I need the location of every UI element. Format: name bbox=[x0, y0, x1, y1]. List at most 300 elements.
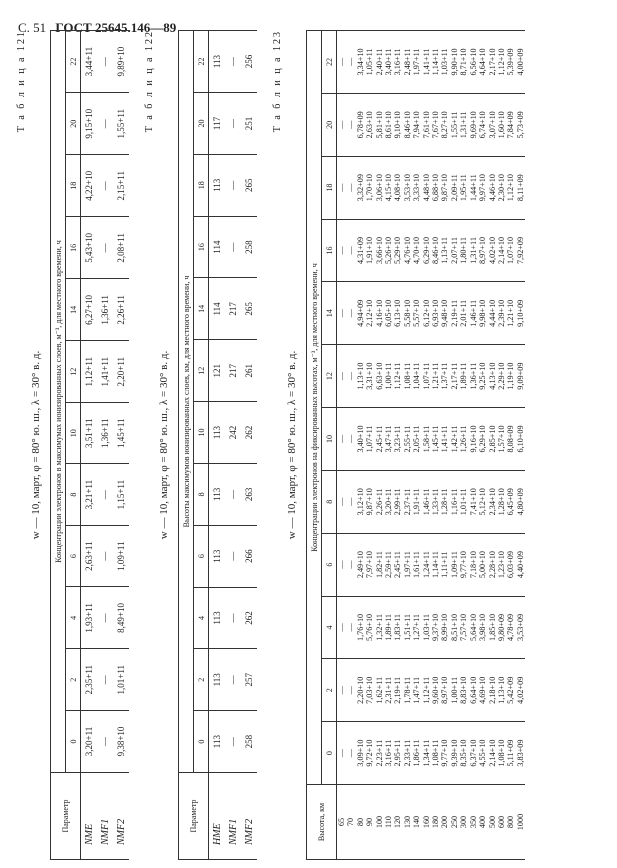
table-cell: 2,39+10 bbox=[496, 299, 506, 327]
column-header-hour: 20 bbox=[322, 93, 337, 156]
table-cell: 265 bbox=[241, 278, 257, 340]
table-cell: 9,10+10 bbox=[393, 111, 403, 139]
column-header-hour: 4 bbox=[66, 587, 81, 649]
table-cell: 1,47+11 bbox=[412, 676, 422, 704]
table-cell: — bbox=[346, 623, 356, 632]
table-cell: 1,13+11 bbox=[440, 237, 450, 264]
table-cell: 3,07+10 bbox=[487, 111, 497, 139]
value-column bbox=[337, 282, 526, 345]
table-cell: 3,23+11 bbox=[393, 425, 403, 453]
table-cell: 6,29+10 bbox=[478, 425, 488, 453]
column-header-hour: 8 bbox=[66, 464, 81, 525]
column-header-param: Параметр bbox=[51, 773, 81, 860]
table-cell: 1,57+10 bbox=[496, 425, 506, 453]
table-row bbox=[113, 31, 129, 860]
table-cell: 1,31+11 bbox=[468, 237, 478, 264]
table-cell: 1,28+11 bbox=[440, 488, 450, 516]
table-cell: 1,13+10 bbox=[355, 362, 365, 390]
param-name: NMF2 bbox=[241, 773, 257, 860]
table-cell: 114 bbox=[209, 278, 226, 340]
table-cell: 217 bbox=[225, 278, 241, 340]
table-cell: 1,05+11 bbox=[365, 48, 375, 76]
value-column bbox=[337, 31, 526, 94]
table-cell: — bbox=[346, 749, 356, 758]
value-column bbox=[337, 659, 526, 722]
table-cell: — bbox=[337, 623, 346, 632]
column-header-hour: 22 bbox=[194, 31, 209, 93]
table-cell: 113 bbox=[209, 31, 226, 93]
table-cell: 4,80+09 bbox=[515, 488, 525, 516]
table-cell: 4,31+09 bbox=[355, 236, 365, 265]
table-cell: 3,32+09 bbox=[355, 174, 365, 202]
table-cell: 8,51+10 bbox=[449, 613, 459, 641]
table-cell: 2,33+11 bbox=[402, 739, 412, 767]
table-cell: — bbox=[346, 497, 356, 506]
table-cell: 257 bbox=[241, 649, 257, 711]
table-cell: 1,93+11 bbox=[81, 587, 98, 649]
table-cell: 9,98+10 bbox=[478, 299, 488, 327]
table-cell: 5,76+10 bbox=[365, 613, 375, 641]
table-cell: 4,55+10 bbox=[478, 739, 488, 767]
table-cell: 1,16+11 bbox=[449, 488, 459, 516]
column-header-hour: 14 bbox=[194, 278, 209, 340]
table-cell: 262 bbox=[241, 587, 257, 649]
table-row bbox=[81, 31, 98, 860]
table-cell: 3,40+10 bbox=[355, 425, 365, 453]
table-cell: 258 bbox=[241, 216, 257, 278]
table-cell: 4,46+10 bbox=[487, 174, 497, 202]
table-cell: — bbox=[225, 525, 241, 587]
table-cell: 4,22+10 bbox=[81, 155, 98, 217]
table-cell: 3,40+11 bbox=[384, 48, 394, 76]
table-cell: 1,83+11 bbox=[393, 614, 403, 641]
table-cell: 9,25+10 bbox=[478, 362, 488, 390]
table-cell: 7,67+10 bbox=[431, 111, 441, 139]
column-group-header: Концентрации электронов на фиксированных высотах, м⁻³, для местного времени, ч bbox=[307, 31, 322, 785]
table-cell: 1,27+11 bbox=[412, 614, 422, 641]
column-header-hour: 16 bbox=[66, 217, 81, 279]
table-cell: 7,18+10 bbox=[468, 551, 478, 579]
table-cell: 263 bbox=[241, 463, 257, 525]
table-cell: 1,60+10 bbox=[496, 111, 506, 139]
table-cell: 2,99+11 bbox=[393, 488, 403, 516]
table-122 bbox=[178, 30, 257, 860]
table-cell: 1,58+11 bbox=[421, 425, 431, 453]
column-header-hour: 12 bbox=[322, 345, 337, 408]
table-cell: 8,97+10 bbox=[478, 236, 488, 265]
table-cell: — bbox=[337, 246, 346, 255]
table-cell: 2,08+11 bbox=[113, 217, 129, 279]
table-cell: 3,06+10 bbox=[374, 174, 384, 202]
column-header-hour: 20 bbox=[66, 93, 81, 155]
table-cell: 5,57+10 bbox=[412, 299, 422, 327]
table-cell: 6,13+10 bbox=[393, 299, 403, 327]
table-cell: 3,34+10 bbox=[355, 48, 365, 76]
table-cell: 2,34+10 bbox=[487, 488, 497, 516]
table-cell: — bbox=[225, 463, 241, 525]
table-caption: w — 10, март, φ = 80° ю. ш., λ = 30° в. д. bbox=[286, 350, 298, 540]
altitude-value: 160 bbox=[421, 815, 431, 829]
column-header-hour: 2 bbox=[322, 659, 337, 722]
table-cell: 1,62+11 bbox=[374, 676, 384, 704]
table-cell: 1,00+11 bbox=[449, 676, 459, 704]
table-cell: 1,31+11 bbox=[459, 111, 469, 139]
table-cell: 1,23+10 bbox=[496, 551, 506, 579]
table-row bbox=[97, 31, 113, 860]
table-cell: 4,48+10 bbox=[421, 174, 431, 202]
table-cell: 9,77+10 bbox=[440, 739, 450, 767]
altitude-value: 70 bbox=[346, 817, 356, 827]
table-cell: 9,39+10 bbox=[449, 739, 459, 767]
value-column bbox=[337, 596, 526, 659]
table-cell: 261 bbox=[241, 340, 257, 402]
column-header-hour: 18 bbox=[322, 156, 337, 219]
table-cell: 1,46+11 bbox=[468, 299, 478, 327]
column-header-altitude: Высота, км bbox=[307, 785, 337, 860]
table-cell: — bbox=[225, 587, 241, 649]
column-header-hour: 6 bbox=[322, 533, 337, 596]
table-cell: 258 bbox=[241, 711, 257, 773]
table-cell: 4,16+10 bbox=[374, 299, 384, 327]
table-cell: 2,12+10 bbox=[365, 299, 375, 327]
table-cell: 1,42+11 bbox=[449, 425, 459, 453]
altitude-value: 800 bbox=[506, 815, 516, 829]
table-cell: — bbox=[337, 749, 346, 758]
table-cell: 113 bbox=[209, 525, 226, 587]
altitude-value: 90 bbox=[365, 817, 375, 827]
altitude-value: 100 bbox=[374, 815, 384, 829]
table-cell: 9,90+10 bbox=[449, 48, 459, 76]
table-cell: — bbox=[97, 525, 113, 586]
table-cell: — bbox=[97, 464, 113, 525]
altitude-value: 1000 bbox=[515, 813, 525, 831]
column-header-hour: 22 bbox=[66, 31, 81, 93]
table-cell: 1,07+11 bbox=[365, 425, 375, 453]
table-cell: 1,08+11 bbox=[402, 362, 412, 390]
table-cell: 8,46+10 bbox=[431, 236, 441, 265]
table-cell: 8,61+10 bbox=[384, 111, 394, 139]
table-cell: 3,20+11 bbox=[384, 488, 394, 516]
table-cell: 3,09+10 bbox=[355, 739, 365, 767]
column-header-hour: 10 bbox=[194, 402, 209, 464]
table-cell: 2,48+11 bbox=[402, 48, 412, 76]
table-cell: 9,80+09 bbox=[496, 613, 506, 641]
table-cell: 5,81+10 bbox=[374, 111, 384, 139]
table-cell: 1,08+11 bbox=[431, 739, 441, 767]
table-cell: 9,60+10 bbox=[431, 676, 441, 704]
column-header-hour: 22 bbox=[322, 31, 337, 94]
altitude-value: 120 bbox=[393, 815, 403, 829]
table-cell: 1,95+11 bbox=[459, 174, 469, 202]
table-cell: 1,70+10 bbox=[365, 174, 375, 202]
table-cell: — bbox=[337, 560, 346, 569]
table-cell: 8,71+10 bbox=[459, 48, 469, 76]
table-cell: 2,26+11 bbox=[374, 488, 384, 516]
table-cell: 2,09+11 bbox=[449, 174, 459, 202]
table-cell: 6,05+10 bbox=[384, 299, 394, 327]
table-cell: 7,84+09 bbox=[506, 111, 516, 139]
table-cell: 6,10+09 bbox=[515, 425, 525, 453]
table-cell: 1,08+10 bbox=[496, 739, 506, 767]
table-cell: — bbox=[346, 560, 356, 569]
table-cell: 1,11+11 bbox=[440, 551, 450, 578]
column-header-param: Параметр bbox=[179, 773, 209, 860]
table-cell: 1,89+11 bbox=[384, 614, 394, 641]
table-cell: 9,89+10 bbox=[113, 31, 129, 93]
table-row bbox=[225, 31, 241, 860]
table-cell: 4,08+10 bbox=[393, 174, 403, 202]
table-cell: 4,44+10 bbox=[487, 299, 497, 327]
column-header-hour: 6 bbox=[66, 525, 81, 586]
table-cell: 4,76+10 bbox=[402, 236, 412, 265]
table-cell: — bbox=[346, 434, 356, 444]
table-cell: 1,28+10 bbox=[496, 488, 506, 516]
table-cell: 2,14+10 bbox=[487, 739, 497, 767]
table-cell: 9,38+10 bbox=[113, 710, 129, 772]
altitude-value: 110 bbox=[384, 816, 394, 828]
table-cell: 5,42+09 bbox=[506, 676, 516, 704]
table-cell: 5,58+10 bbox=[402, 299, 412, 327]
table-cell: 3,83+09 bbox=[515, 739, 525, 767]
column-header-hour: 14 bbox=[66, 279, 81, 341]
table-cell: 1,26+11 bbox=[459, 425, 469, 453]
table-cell: 113 bbox=[209, 463, 226, 525]
column-header-hour: 18 bbox=[194, 154, 209, 216]
table-cell: 8,46+10 bbox=[402, 111, 412, 139]
table-cell: — bbox=[346, 120, 356, 129]
table-cell: 2,17+11 bbox=[449, 362, 459, 390]
table-row bbox=[337, 31, 526, 860]
table-cell: 262 bbox=[241, 402, 257, 464]
table-cell: 113 bbox=[209, 649, 226, 711]
table-cell: 9,37+10 bbox=[431, 613, 441, 641]
table-cell: 1,03+11 bbox=[421, 614, 431, 641]
altitude-value: 350 bbox=[468, 815, 478, 829]
table-cell: 7,03+10 bbox=[365, 676, 375, 704]
table-cell: 5,43+10 bbox=[81, 217, 98, 279]
param-name: NMF2 bbox=[113, 773, 129, 860]
table-cell: 1,15+11 bbox=[113, 464, 129, 525]
altitude-value: 65 bbox=[337, 817, 346, 827]
table-cell: 1,09+11 bbox=[449, 551, 459, 579]
page-number: С. 51 bbox=[18, 20, 47, 35]
table-cell: — bbox=[97, 217, 113, 279]
table-cell: 1,14+11 bbox=[431, 48, 441, 76]
altitude-value: 130 bbox=[402, 815, 412, 829]
table-cell: 6,63+10 bbox=[374, 362, 384, 390]
column-header-hour: 0 bbox=[66, 710, 81, 772]
column-header-hour: 2 bbox=[66, 649, 81, 710]
table-cell: 4,00+09 bbox=[515, 48, 525, 76]
altitude-value: 300 bbox=[459, 815, 469, 829]
table-cell: — bbox=[346, 372, 356, 381]
column-header-hour: 0 bbox=[194, 711, 209, 773]
table-row bbox=[241, 31, 257, 860]
table-cell: — bbox=[97, 710, 113, 772]
table-cell: — bbox=[225, 93, 241, 155]
table-cell: — bbox=[337, 497, 346, 506]
table-cell: 4,40+09 bbox=[515, 551, 525, 579]
table-cell: 1,82+11 bbox=[374, 551, 384, 579]
table-cell: — bbox=[97, 31, 113, 93]
table-cell: 1,12+10 bbox=[496, 48, 506, 76]
table-cell: 117 bbox=[209, 93, 226, 155]
column-header-hour: 12 bbox=[194, 340, 209, 402]
table-cell: 1,46+11 bbox=[421, 488, 431, 516]
table-cell: 3,12+10 bbox=[355, 488, 365, 516]
table-cell: 256 bbox=[241, 31, 257, 93]
table-cell: 2,29+10 bbox=[496, 362, 506, 390]
table-cell: — bbox=[97, 649, 113, 710]
value-column bbox=[337, 219, 526, 282]
table-cell: 251 bbox=[241, 93, 257, 155]
table-cell: 9,97+10 bbox=[478, 174, 488, 202]
table-cell: 8,99+10 bbox=[440, 613, 450, 641]
column-header-hour: 10 bbox=[322, 408, 337, 471]
value-column bbox=[337, 533, 526, 596]
table-cell: 7,41+10 bbox=[468, 488, 478, 516]
table-cell: 1,14+11 bbox=[431, 551, 441, 579]
altitude-value: 140 bbox=[412, 815, 422, 829]
value-column bbox=[337, 93, 526, 156]
table-cell: — bbox=[225, 154, 241, 216]
table-cell: 1,97+11 bbox=[412, 48, 422, 76]
table-cell: 1,36+11 bbox=[97, 279, 113, 341]
table-cell: 1,12+11 bbox=[81, 341, 98, 402]
table-cell: 1,76+10 bbox=[355, 613, 365, 641]
column-header-hour: 14 bbox=[322, 282, 337, 345]
table-cell: 2,85+10 bbox=[487, 425, 497, 453]
table-cell: 3,31+10 bbox=[365, 362, 375, 390]
table-cell: 6,45+09 bbox=[506, 488, 516, 516]
table-cell: 3,53+10 bbox=[402, 174, 412, 202]
table-cell: 1,01+11 bbox=[459, 488, 469, 516]
altitude-value: 80 bbox=[355, 817, 365, 827]
table-cell: — bbox=[337, 183, 346, 192]
table-cell: — bbox=[225, 649, 241, 711]
table-cell: 7,94+10 bbox=[412, 111, 422, 139]
table-cell: — bbox=[337, 686, 346, 695]
table-cell: 7,61+10 bbox=[421, 111, 431, 139]
table-cell: 3,47+11 bbox=[384, 425, 394, 453]
column-header-hour: 16 bbox=[322, 219, 337, 282]
table-number: Т а б л и ц а 122 bbox=[144, 30, 155, 133]
table-cell: 2,14+10 bbox=[496, 236, 506, 265]
table-cell: 3,16+11 bbox=[384, 739, 394, 767]
table-cell: 1,41+11 bbox=[97, 341, 113, 402]
table-cell: 5,00+10 bbox=[478, 551, 488, 579]
table-cell: 5,26+10 bbox=[384, 236, 394, 265]
table-cell: 1,41+11 bbox=[421, 48, 431, 76]
column-header-hour: 8 bbox=[322, 470, 337, 533]
table-cell: 1,36+11 bbox=[468, 362, 478, 390]
value-column bbox=[337, 722, 526, 785]
table-cell: 2,35+11 bbox=[81, 649, 98, 710]
table-cell: 2,19+11 bbox=[449, 299, 459, 327]
table-cell: 1,12+11 bbox=[393, 362, 403, 390]
table-cell: 2,63+11 bbox=[81, 525, 98, 586]
table-cell: 2,37+11 bbox=[402, 488, 412, 516]
table-cell: 2,55+11 bbox=[402, 425, 412, 453]
table-121 bbox=[50, 30, 129, 860]
table-cell: 113 bbox=[209, 711, 226, 773]
table-cell: 1,61+11 bbox=[412, 551, 422, 579]
table-cell: 3,16+11 bbox=[393, 48, 403, 76]
table-cell: 1,45+11 bbox=[431, 425, 441, 453]
table-cell: 9,72+10 bbox=[365, 739, 375, 767]
altitude-list bbox=[337, 785, 526, 860]
table-cell: — bbox=[346, 686, 356, 695]
altitude-value: 180 bbox=[431, 815, 441, 829]
table-cell: 9,87+10 bbox=[440, 174, 450, 202]
column-header-hour: 20 bbox=[194, 93, 209, 155]
table-cell: 6,29+10 bbox=[421, 236, 431, 265]
table-cell: 2,20+10 bbox=[355, 676, 365, 704]
table-cell: 2,26+11 bbox=[113, 279, 129, 341]
table-cell: 6,78+09 bbox=[355, 111, 365, 139]
table-cell: 6,64+10 bbox=[468, 676, 478, 704]
table-cell: 2,45+11 bbox=[393, 551, 403, 579]
table-cell: 2,49+10 bbox=[355, 551, 365, 579]
column-header-hour: 12 bbox=[66, 341, 81, 402]
altitude-value: 400 bbox=[478, 815, 488, 829]
table-cell: 5,12+10 bbox=[478, 488, 488, 516]
table-cell: 1,80+11 bbox=[459, 237, 469, 264]
table-cell: 2,15+11 bbox=[113, 155, 129, 217]
table-cell: — bbox=[337, 120, 346, 129]
table-cell: 9,09+09 bbox=[515, 362, 525, 390]
value-column bbox=[337, 408, 526, 471]
table-cell: — bbox=[346, 57, 356, 67]
table-cell: — bbox=[346, 183, 356, 192]
table-cell: 2,20+11 bbox=[113, 341, 129, 402]
column-header-hour: 4 bbox=[322, 596, 337, 659]
table-cell: 3,21+11 bbox=[81, 464, 98, 525]
table-caption: w — 10, март, φ = 80° ю. ш., λ = 30° в. д. bbox=[30, 350, 42, 540]
table-cell: 4,13+10 bbox=[487, 362, 497, 390]
table-cell: 6,03+09 bbox=[506, 551, 516, 579]
table-cell: 7,92+09 bbox=[515, 236, 525, 265]
table-cell: 1,21+10 bbox=[506, 299, 516, 327]
table-cell: 9,69+10 bbox=[468, 111, 478, 139]
table-cell: 6,12+10 bbox=[421, 299, 431, 327]
table-cell: 2,63+10 bbox=[365, 111, 375, 139]
table-cell: 1,91+11 bbox=[412, 488, 422, 516]
table-cell: 1,86+11 bbox=[412, 739, 422, 767]
table-cell: 242 bbox=[225, 402, 241, 464]
table-cell: 4,70+10 bbox=[412, 236, 422, 265]
table-cell: 2,30+10 bbox=[496, 174, 506, 202]
table-number: Т а б л и ц а 121 bbox=[16, 30, 27, 133]
table-cell: 1,07+10 bbox=[506, 236, 516, 265]
value-column bbox=[337, 470, 526, 533]
table-cell: 1,03+11 bbox=[440, 48, 450, 76]
table-cell: 2,07+11 bbox=[449, 237, 459, 264]
table-cell: 7,97+10 bbox=[365, 551, 375, 579]
table-cell: 1,55+11 bbox=[449, 111, 459, 139]
table-cell: 1,37+11 bbox=[440, 362, 450, 390]
rotated-page-content bbox=[18, 30, 603, 860]
table-cell: — bbox=[346, 246, 356, 255]
table-cell: 4,15+10 bbox=[384, 174, 394, 202]
table-cell: 9,48+10 bbox=[440, 299, 450, 327]
column-header-hour: 6 bbox=[194, 525, 209, 587]
column-header-hour: 8 bbox=[194, 463, 209, 525]
table-cell: 8,49+10 bbox=[113, 587, 129, 649]
table-122-block bbox=[146, 30, 271, 860]
table-cell: 2,45+11 bbox=[374, 425, 384, 453]
table-cell: 1,07+11 bbox=[421, 362, 431, 390]
